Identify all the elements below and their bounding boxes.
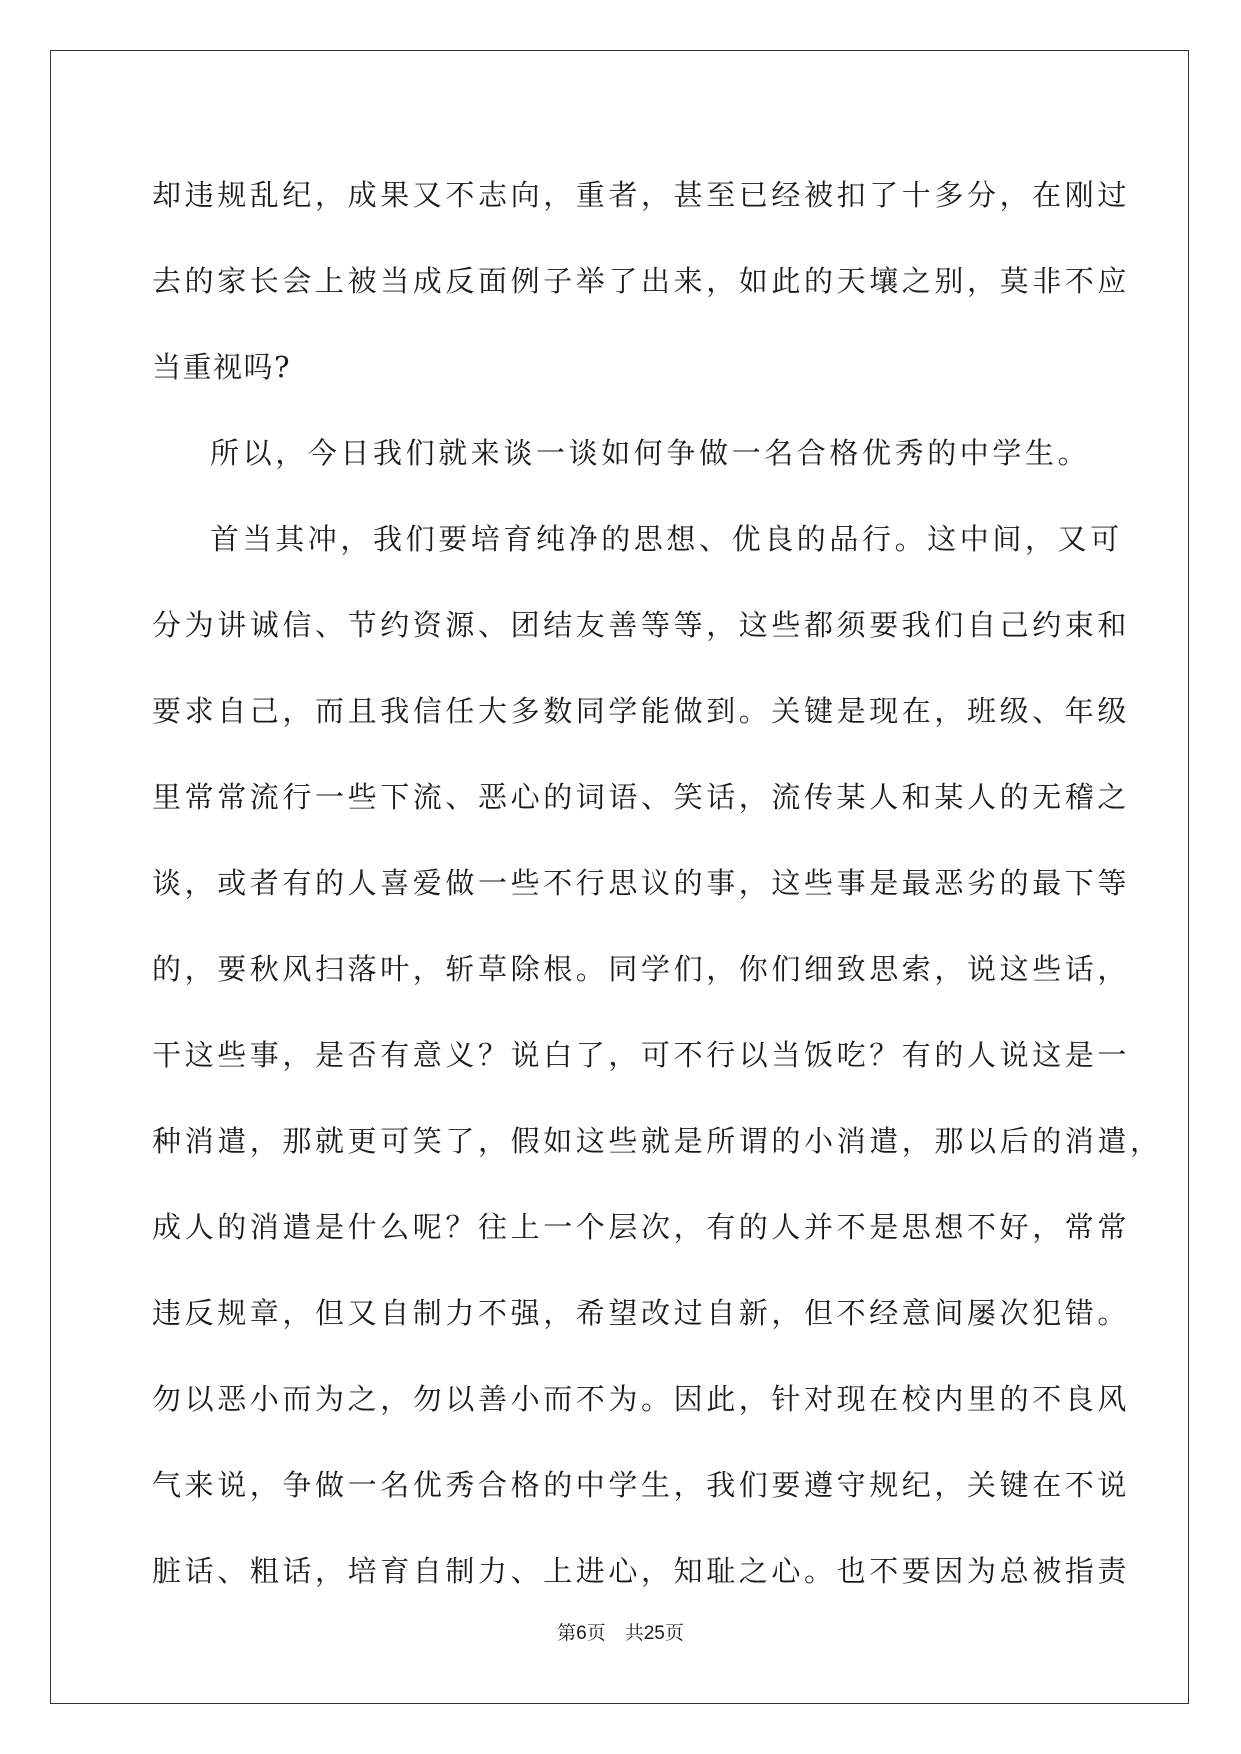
paragraph-start-line: 所以，今日我们就来谈一谈如何争做一名合格优秀的中学生。: [210, 436, 1091, 470]
text-line: 当重视吗?: [152, 350, 292, 384]
text-line: 勿以恶小而为之，勿以善小而不为。因此，针对现在校内里的不良风: [152, 1382, 1131, 1416]
text-line: 干这些事，是否有意义？说白了，可不行以当饭吃？有的人说这是一: [152, 1038, 1131, 1072]
text-line: 的，要秋风扫落叶，斩草除根。同学们，你们细致思索，说这些话，: [152, 952, 1131, 986]
page-number-footer: [0, 1621, 1241, 1646]
current-page-number: 6: [576, 1623, 587, 1644]
text-line: 却违规乱纪，成果又不志向，重者，甚至已经被扣了十多分，在刚过: [152, 178, 1131, 212]
text-line: 谈，或者有的人喜爱做一些不行思议的事，这些事是最恶劣的最下等: [152, 866, 1131, 900]
text-line: 里常常流行一些下流、恶心的词语、笑话，流传某人和某人的无稽之: [152, 780, 1131, 814]
text-line: 要求自己，而且我信任大多数同学能做到。关键是现在，班级、年级: [152, 694, 1131, 728]
page-suffix: 页: [664, 1622, 684, 1644]
text-line: 成人的消遣是什么呢？往上一个层次，有的人并不是思想不好，常常: [152, 1210, 1131, 1244]
document-body: [152, 152, 1163, 1614]
page-mid-text: 页 共: [586, 1622, 644, 1644]
text-line: 分为讲诚信、节约资源、团结友善等等，这些都须要我们自己约束和: [152, 608, 1131, 642]
text-line: 脏话、粗话，培育自制力、上进心，知耻之心。也不要因为总被指责: [152, 1554, 1131, 1588]
text-line: 违反规章，但又自制力不强，希望改过自新，但不经意间屡次犯错。: [152, 1296, 1131, 1330]
page-prefix: 第: [557, 1622, 577, 1644]
text-line: 种消遣，那就更可笑了，假如这些就是所谓的小消遣，那以后的消遣，: [152, 1124, 1163, 1158]
total-page-count: 25: [643, 1623, 665, 1644]
text-line: 气来说，争做一名优秀合格的中学生，我们要遵守规纪，关键在不说: [152, 1468, 1131, 1502]
text-line: 去的家长会上被当成反面例子举了出来，如此的天壤之别，莫非不应: [152, 264, 1131, 298]
paragraph-start-line: 首当其冲，我们要培育纯净的思想、优良的品行。这中间，又可: [210, 522, 1123, 556]
